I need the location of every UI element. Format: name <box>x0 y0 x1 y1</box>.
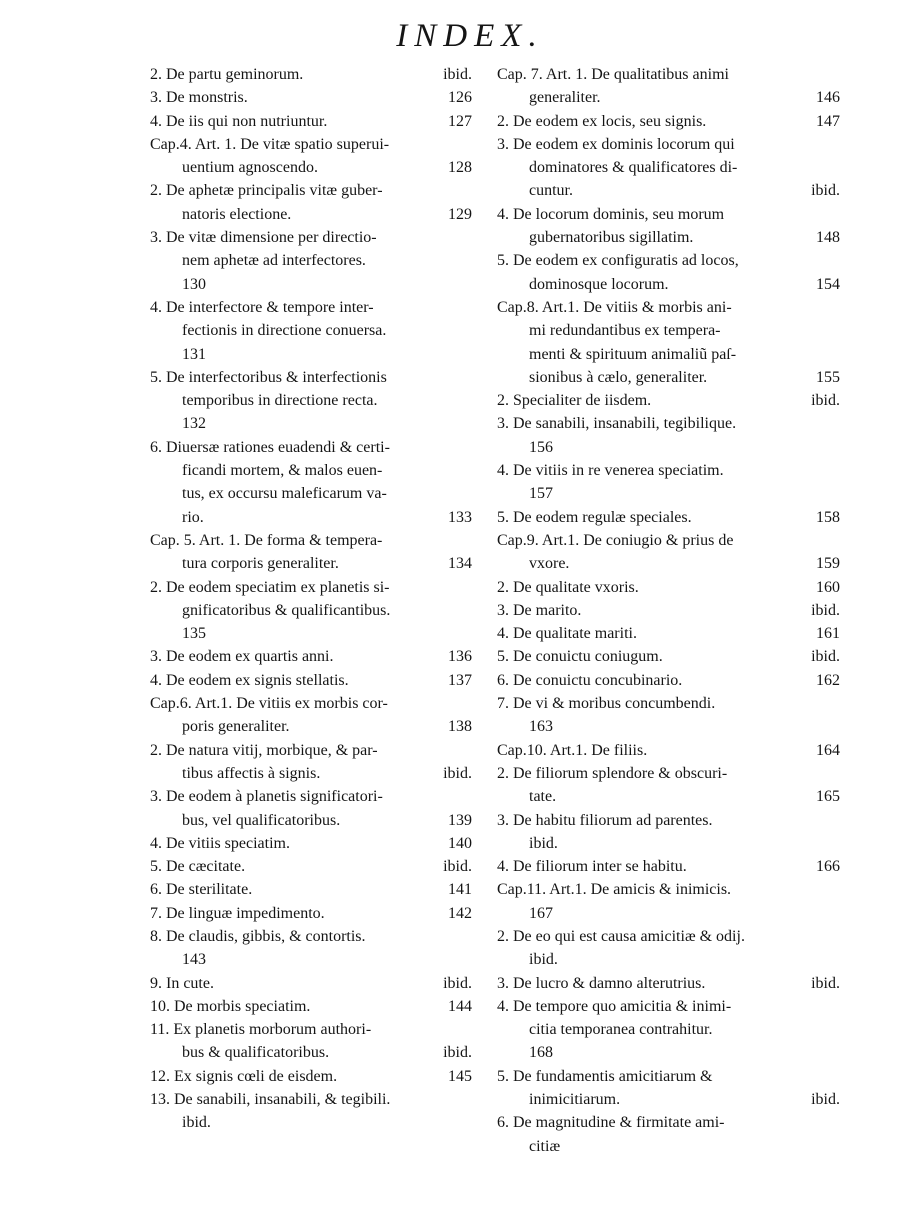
entry-text: temporibus in directione recta. <box>182 392 378 410</box>
entry-text: 4. De tempore quo amicitia & inimi- <box>497 997 732 1015</box>
entry-text: nem aphetæ ad interfectores. <box>182 252 366 270</box>
index-entry <box>497 855 840 878</box>
index-entry <box>497 529 840 552</box>
entry-text: Cap. 7. Art. 1. De qualitatibus animi <box>497 66 729 83</box>
entry-page-number: 126 <box>448 89 472 107</box>
entry-text: 157 <box>529 485 553 503</box>
index-entry <box>150 645 472 668</box>
entry-page-number: 159 <box>816 555 840 573</box>
entry-text: 4. De locorum dominis, seu morum <box>497 205 725 223</box>
index-entry <box>497 179 840 202</box>
entry-page-number: 148 <box>816 229 840 247</box>
index-entry <box>497 1135 840 1158</box>
index-entry <box>497 366 840 389</box>
index-entry <box>150 110 472 133</box>
entry-text: 3. De eodem ex quartis anni. <box>150 648 334 666</box>
entry-page-number: ibid. <box>811 1091 840 1109</box>
entry-text: 2. De eo qui est causa amicitiæ & odij. <box>497 927 745 945</box>
entry-text: poris generaliter. <box>182 718 290 736</box>
entry-text: cuntur. <box>529 182 573 200</box>
entry-text: dominosque locorum. <box>529 275 669 293</box>
index-entry <box>150 179 472 202</box>
entry-text: 3. De vitæ dimensione per directio- <box>150 229 377 247</box>
entry-page-number: 140 <box>448 834 472 852</box>
index-entry <box>497 1018 840 1041</box>
entry-page-number: ibid. <box>811 601 840 619</box>
entry-text: 2. De eodem speciatim ex planetis si- <box>150 578 390 596</box>
index-entry <box>497 249 840 272</box>
index-entry <box>497 692 840 715</box>
entry-text: 8. De claudis, gibbis, & contortis. <box>150 927 366 945</box>
entry-page-number: 133 <box>448 508 472 526</box>
index-entry <box>150 809 472 832</box>
index-entry <box>150 436 472 459</box>
entry-text: 2. De eodem ex locis, seu signis. <box>497 112 707 130</box>
index-entry <box>497 1088 840 1111</box>
entry-page-number: ibid. <box>443 1044 472 1062</box>
index-entry <box>497 925 840 948</box>
index-entry <box>497 622 840 645</box>
entry-text: 7. De linguæ impedimento. <box>150 904 325 922</box>
index-entry <box>497 762 840 785</box>
entry-text: 4. De filiorum inter se habitu. <box>497 858 687 876</box>
entry-page-number: 142 <box>448 904 472 922</box>
index-entry <box>150 343 472 366</box>
index-entry <box>497 63 840 86</box>
entry-text: bus, vel qualificatoribus. <box>182 811 341 829</box>
right-column <box>497 63 840 1158</box>
entry-page-number: ibid. <box>443 858 472 876</box>
entry-page-number: 154 <box>816 275 840 293</box>
entry-text: Cap.11. Art.1. De amicis & inimicis. <box>497 881 732 899</box>
entry-page-number: 136 <box>448 648 472 666</box>
entry-text: 6. Diuersæ rationes euadendi & certi- <box>150 438 390 456</box>
index-entry <box>497 715 840 738</box>
index-entry <box>497 785 840 808</box>
entry-page-number: 147 <box>816 112 840 130</box>
index-entry <box>150 995 472 1018</box>
index-entry <box>150 762 472 785</box>
index-entry <box>150 1018 472 1041</box>
index-entry <box>497 552 840 575</box>
index-entry <box>150 715 472 738</box>
entry-text: 11. Ex planetis morborum authori- <box>150 1021 372 1039</box>
entry-text: 10. De morbis speciatim. <box>150 997 311 1015</box>
index-entry <box>150 203 472 226</box>
index-entry <box>150 506 472 529</box>
entry-page-number: 160 <box>816 578 840 596</box>
entry-text: vxore. <box>529 555 570 573</box>
entry-text: natoris electione. <box>182 205 292 223</box>
entry-page-number: 129 <box>448 205 472 223</box>
index-entry <box>150 226 472 249</box>
index-entry <box>150 692 472 715</box>
entry-text: 12. Ex signis cœli de eisdem. <box>150 1067 338 1085</box>
entry-text: 5. De conuictu coniugum. <box>497 648 663 666</box>
entry-text: 9. In cute. <box>150 974 214 992</box>
entry-text: ficandi mortem, & malos euen- <box>182 462 383 480</box>
entry-text: rio. <box>182 508 204 526</box>
entry-text: menti & spirituum animaliũ paſ- <box>529 345 737 363</box>
index-entry <box>497 599 840 622</box>
entry-text: 131 <box>182 345 206 363</box>
entry-text: ibid. <box>182 1114 211 1132</box>
entry-text: Cap.4. Art. 1. De vitæ spatio superui- <box>150 135 390 153</box>
entry-page-number: 158 <box>816 508 840 526</box>
entry-page-number: 155 <box>816 368 840 386</box>
entry-text: 5. De eodem regulæ speciales. <box>497 508 692 526</box>
entry-text: generaliter. <box>529 89 601 107</box>
index-entry <box>150 529 472 552</box>
entry-text: tura corporis generaliter. <box>182 555 339 573</box>
entry-text: 4. De vitiis in re venerea speciatim. <box>497 462 724 480</box>
entry-text: 163 <box>529 718 553 736</box>
entry-text: 2. De aphetæ principalis vitæ guber- <box>150 182 383 200</box>
entry-page-number: 161 <box>816 625 840 643</box>
index-entry <box>150 1111 472 1134</box>
entry-page-number: 138 <box>448 718 472 736</box>
entry-page-number: 162 <box>816 671 840 689</box>
index-entry <box>497 156 840 179</box>
entry-page-number: 164 <box>816 741 840 759</box>
index-entry <box>150 552 472 575</box>
entry-text: bus & qualificatoribus. <box>182 1044 330 1062</box>
entry-text: 6. De conuictu concubinario. <box>497 671 683 689</box>
index-entry <box>150 832 472 855</box>
index-entry <box>150 902 472 925</box>
entry-text: 4. De eodem ex signis stellatis. <box>150 671 349 689</box>
entry-page-number: 166 <box>816 858 840 876</box>
entry-page-number: ibid. <box>811 392 840 410</box>
index-entry <box>497 576 840 599</box>
entry-page-number: ibid. <box>811 974 840 992</box>
index-entry <box>497 296 840 319</box>
index-entry <box>497 739 840 762</box>
index-entry <box>150 855 472 878</box>
index-entry <box>497 133 840 156</box>
entry-text: tibus affectis à signis. <box>182 764 321 782</box>
entry-text: 4. De vitiis speciatim. <box>150 834 290 852</box>
index-entry <box>150 622 472 645</box>
index-entry <box>150 133 472 156</box>
entry-text: 3. De habitu filiorum ad parentes. <box>497 811 713 829</box>
entry-text: gnificatoribus & qualificantibus. <box>182 601 391 619</box>
entry-text: 6. De magnitudine & firmitate ami- <box>497 1114 725 1132</box>
index-entry <box>497 319 840 342</box>
entry-text: 130 <box>182 275 206 293</box>
index-entry <box>150 63 472 86</box>
index-entry <box>497 1065 840 1088</box>
entry-text: tate. <box>529 788 557 806</box>
index-entry <box>497 995 840 1018</box>
entry-text: 3. De eodem ex dominis locorum qui <box>497 135 735 153</box>
entry-text: 2. De qualitate vxoris. <box>497 578 639 596</box>
left-column <box>150 63 472 1135</box>
entry-text: 167 <box>529 904 553 922</box>
index-entry <box>497 203 840 226</box>
entry-text: citiæ <box>529 1137 561 1155</box>
index-entry <box>497 506 840 529</box>
entry-text: 5. De fundamentis amicitiarum & <box>497 1067 713 1085</box>
entry-text: 4. De iis qui non nutriuntur. <box>150 112 328 130</box>
index-entry <box>150 249 472 272</box>
entry-text: 6. De sterilitate. <box>150 881 253 899</box>
index-entry <box>150 576 472 599</box>
entry-page-number: 134 <box>448 555 472 573</box>
entry-text: 5. De cæcitate. <box>150 858 246 876</box>
entry-text: ibid. <box>529 834 558 852</box>
index-entry <box>150 669 472 692</box>
entry-text: 3. De monstris. <box>150 89 248 107</box>
index-entry <box>150 459 472 482</box>
entry-page-number: ibid. <box>443 764 472 782</box>
index-entry <box>150 1041 472 1064</box>
entry-text: gubernatoribus sigillatim. <box>529 229 694 247</box>
entry-text: 2. De filiorum splendore & obscuri- <box>497 764 728 782</box>
index-entry <box>497 459 840 482</box>
index-entry <box>150 389 472 412</box>
index-entry <box>150 739 472 762</box>
entry-page-number: 141 <box>448 881 472 899</box>
index-entry <box>497 809 840 832</box>
entry-text: fectionis in directione conuersa. <box>182 322 387 340</box>
index-entry <box>150 785 472 808</box>
entry-text: tus, ex occursu maleficarum va- <box>182 485 387 503</box>
index-entry <box>497 669 840 692</box>
entry-page-number: 139 <box>448 811 472 829</box>
index-entry <box>497 948 840 971</box>
entry-text: 13. De sanabili, insanabili, & tegibili. <box>150 1091 391 1109</box>
entry-text: 135 <box>182 625 206 643</box>
entry-text: 2. De partu geminorum. <box>150 66 304 83</box>
index-entry <box>150 1088 472 1111</box>
index-entry <box>497 482 840 505</box>
entry-text: Cap. 5. Art. 1. De forma & tempera- <box>150 531 383 549</box>
entry-text: uentium agnoscendo. <box>182 159 318 177</box>
index-entry <box>150 948 472 971</box>
entry-text: sionibus à cælo, generaliter. <box>529 368 708 386</box>
index-entry <box>150 878 472 901</box>
index-entry <box>150 1065 472 1088</box>
index-entry <box>497 1041 840 1064</box>
entry-text: Cap.10. Art.1. De filiis. <box>497 741 648 759</box>
index-entry <box>150 296 472 319</box>
index-entry <box>497 226 840 249</box>
entry-text: 2. De natura vitij, morbique, & par- <box>150 741 378 759</box>
index-entry <box>497 832 840 855</box>
entry-text: dominatores & qualificatores di- <box>529 159 738 177</box>
entry-page-number: 145 <box>448 1067 472 1085</box>
entry-text: Cap.8. Art.1. De vitiis & morbis ani- <box>497 298 732 316</box>
entry-page-number: ibid. <box>443 66 472 83</box>
entry-page-number: ibid. <box>811 648 840 666</box>
index-entry <box>497 902 840 925</box>
entry-page-number: ibid. <box>443 974 472 992</box>
index-entry <box>497 436 840 459</box>
index-entry <box>150 273 472 296</box>
entry-text: ibid. <box>529 951 558 969</box>
index-entry <box>497 389 840 412</box>
index-entry <box>150 972 472 995</box>
index-entry <box>150 156 472 179</box>
entry-page-number: 165 <box>816 788 840 806</box>
index-entry <box>497 343 840 366</box>
entry-page-number: 128 <box>448 159 472 177</box>
index-entry <box>497 645 840 668</box>
entry-text: 3. De eodem à planetis significatori- <box>150 788 383 806</box>
entry-page-number: 146 <box>816 89 840 107</box>
entry-page-number: 127 <box>448 112 472 130</box>
index-entry <box>497 412 840 435</box>
index-entry <box>497 110 840 133</box>
entry-text: 132 <box>182 415 206 433</box>
entry-text: 7. De vi & moribus concumbendi. <box>497 695 716 713</box>
entry-text: 156 <box>529 438 553 456</box>
page-title: INDEX. <box>396 18 544 54</box>
entry-text: mi redundantibus ex tempera- <box>529 322 721 340</box>
entry-text: 3. De sanabili, insanabili, tegibilique. <box>497 415 737 433</box>
entry-page-number: ibid. <box>811 182 840 200</box>
entry-text: 3. De marito. <box>497 601 582 619</box>
entry-text: 4. De interfectore & tempore inter- <box>150 298 374 316</box>
entry-text: 2. Specialiter de iisdem. <box>497 392 652 410</box>
entry-text: citia temporanea contrahitur. <box>529 1021 713 1039</box>
index-entry <box>497 1111 840 1134</box>
entry-page-number: 137 <box>448 671 472 689</box>
index-entry <box>150 482 472 505</box>
entry-text: 4. De qualitate mariti. <box>497 625 637 643</box>
entry-text: 168 <box>529 1044 553 1062</box>
index-entry <box>497 86 840 109</box>
entry-text: 5. De eodem ex configuratis ad locos, <box>497 252 739 270</box>
entry-text: 5. De interfectoribus & interfectionis <box>150 368 387 386</box>
entry-text: 143 <box>182 951 206 969</box>
index-entry <box>150 86 472 109</box>
index-entry <box>150 599 472 622</box>
index-entry <box>497 972 840 995</box>
index-entry <box>150 412 472 435</box>
entry-text: Cap.9. Art.1. De coniugio & prius de <box>497 531 734 549</box>
index-entry <box>150 319 472 342</box>
entry-text: Cap.6. Art.1. De vitiis ex morbis cor- <box>150 695 388 713</box>
index-entry <box>150 366 472 389</box>
entry-page-number: 144 <box>448 997 472 1015</box>
entry-text: 3. De lucro & damno alterutrius. <box>497 974 706 992</box>
index-entry <box>497 878 840 901</box>
index-entry <box>150 925 472 948</box>
entry-text: inimicitiarum. <box>529 1091 621 1109</box>
index-entry <box>497 273 840 296</box>
